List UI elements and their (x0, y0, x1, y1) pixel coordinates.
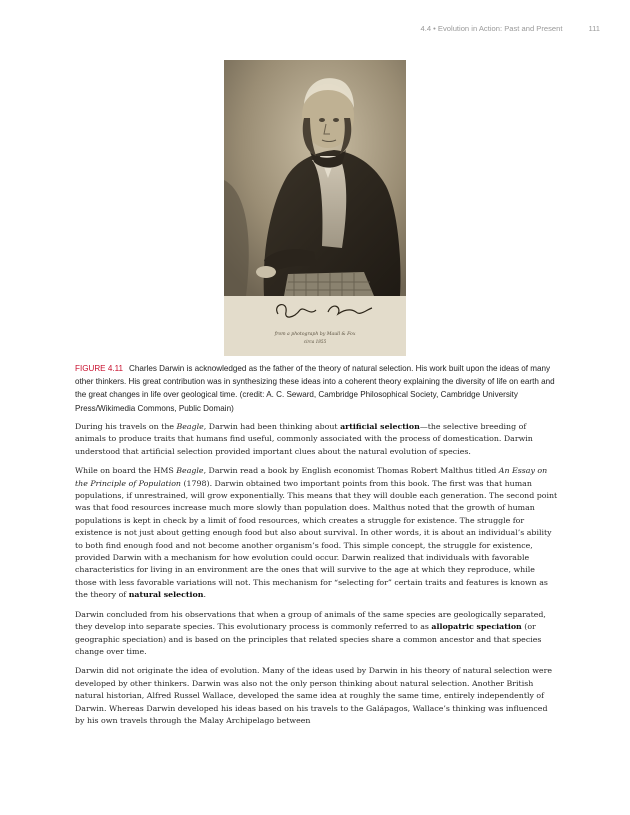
portrait-image (224, 60, 406, 356)
ship-name: Beagle (176, 466, 204, 476)
text-run: —the selective breeding of animals to produce traits that humans find useful, commonly associated with the process of domestication. Darwin understood that artificial selection provided important clues about the natural evolution of species. (75, 422, 533, 456)
key-term: artificial selection (340, 422, 420, 431)
photo-inscription-2: circa 1855 (303, 339, 327, 344)
section-title: 4.4 • Evolution in Action: Past and Present (420, 24, 563, 33)
darwin-portrait-photo (224, 60, 406, 356)
running-header (420, 24, 600, 33)
text-run: Darwin did not originate the idea of evolution. Many of the ideas used by Darwin in his theory of natural selection were developed by other thinkers. Darwin was also not the only person thinking about natural selection. Another British natural historian, Alfred Russel Wallace, developed the same idea at roughly the same time, entirely independently of Darwin. Whereas Darwin developed his ideas based on his travels to the Galápagos, Wallace’s thinking was influenced by his own travels through the Malay Archipelago between (75, 666, 552, 725)
page-number: 111 (588, 24, 600, 33)
paragraph-3 (75, 609, 558, 659)
book-title: An Essay on the Principle of Population (75, 466, 548, 488)
paragraph-2 (75, 465, 558, 601)
paragraph-4 (75, 665, 558, 727)
figure-caption (75, 362, 556, 415)
text-run: (1798). Darwin obtained two important points from this book. The first was that human populations, if unrestrained, will grow exponentially. This means that they will double each generation. The second point was that food resources increase much more slowly than population does. Malthus noted that the growth of human populations is kept in check by a limit of food resources, which creates a struggle for existence. The struggle for existence is not just about getting enough food but also about survival. In other words, it is about an individual’s ability to both find enough food and not become another organism’s food. This simple concept, the struggle for existence, provided Darwin with a mechanism for how evolution could occur. Darwin realized that individuals with favorable characteristics for living in an environment are the ones that will survive to the age at which they reproduce, while those with less favorable variations will not. This mechanism for “selecting for” certain traits and features is known as the theory of (75, 478, 558, 600)
text-run: , Darwin had been thinking about (203, 422, 341, 431)
body-text (75, 421, 558, 734)
text-run: (or geographic speciation) and is based on the principles that related species share a common ancestor and that species change over time. (75, 622, 542, 656)
photo-inscription-1: from a photograph by Maull & Fox (274, 332, 356, 337)
ship-name: Beagle (176, 422, 204, 431)
figure-label: FIGURE 4.11 (75, 364, 123, 373)
key-term: natural selection (128, 590, 204, 600)
text-run: During his travels on the (75, 422, 177, 431)
text-run: Darwin concluded from his observations that when a group of animals of the same species are geologically separated, they develop into separate species. This evolutionary process is commonly referred to as (75, 609, 546, 632)
text-run: . (203, 590, 206, 600)
figure-caption-text: Charles Darwin is acknowledged as the father of the theory of natural selection. His work built upon the ideas of many other thinkers. His great contribution was in synthesizing these ideas into a coherent theory explaining the diversity of life on earth and the great changes in life over geological time. (credit: A. C. Seward, Cambridge Philosophical Society, Cambridge University Press/Wikimedia Commons, Public Domain) (75, 364, 555, 413)
paragraph-1 (75, 421, 558, 458)
text-run: , Darwin read a book by English economist Thomas Robert Malthus titled (203, 466, 499, 476)
key-term: allopatric speciation (431, 622, 522, 632)
text-run: While on board the HMS (75, 466, 177, 476)
